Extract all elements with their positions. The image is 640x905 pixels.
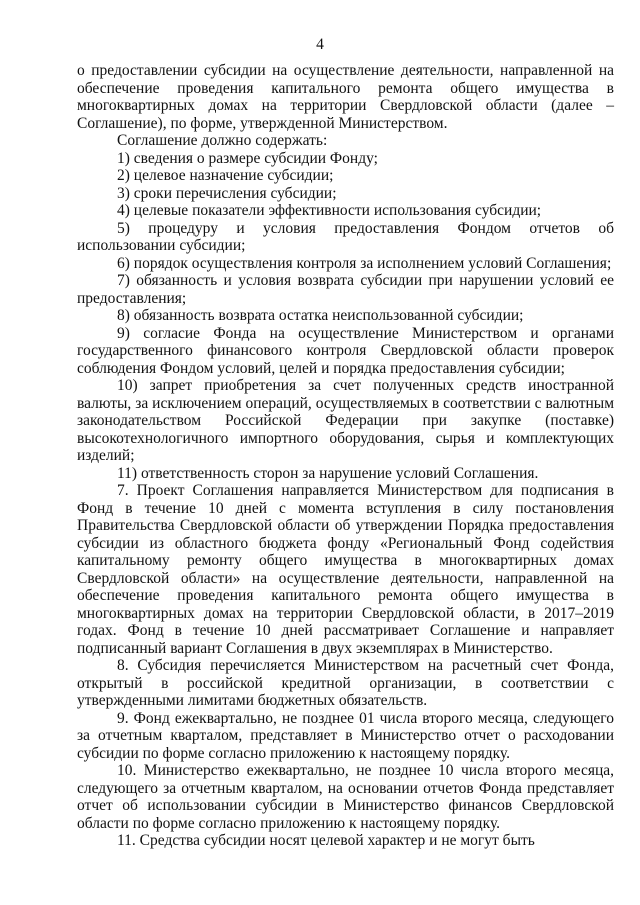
- list-item: 11) ответственность сторон за нарушение условий Соглашения.: [117, 464, 539, 482]
- list-item: 10) запрет приобретения за счет полученных средств иностранной валюты, за исключением операций, осуществляемых в соответствии с валютным законодательством Российской Федерации при закупке (поставке) высокотехнологичного импортного оборудования, сырья и комплектующих изделий;: [77, 377, 614, 464]
- list-item: 3) сроки перечисления субсидии;: [117, 184, 337, 202]
- page-number: 4: [316, 36, 324, 53]
- list-item: 7) обязанность и условия возврата субсидии при нарушении условий ее предоставления;: [77, 272, 614, 307]
- document-body: [77, 62, 614, 850]
- clause-paragraph: 8. Субсидия перечисляется Министерством на расчетный счет Фонда, открытый в российской кредитной организации, в соответствии с утвержденными лимитами бюджетных обязательств.: [77, 657, 614, 709]
- paragraph: о предоставлении субсидии на осуществление деятельности, направленной на обеспечение проведения капитального ремонта общего имущества в многоквартирных домах на территории Свердловской области (далее – Соглашение), по форме, утвержденной Министерством.: [77, 62, 614, 132]
- clause-paragraph: 10. Министерство ежеквартально, не позднее 10 числа второго месяца, следующего за отчетным кварталом, на основании отчетов Фонда представляет отчет об использовании субсидии в Министерство финансов Свердловской области по форме согласно приложению к настоящему порядку.: [77, 762, 614, 832]
- paragraph: Соглашение должно содержать:: [117, 132, 328, 149]
- list-item: 5) процедуру и условия предоставления Фондом отчетов об использовании субсидии;: [77, 219, 614, 254]
- list-item: 1) сведения о размере субсидии Фонду;: [117, 149, 378, 167]
- clause-paragraph: 9. Фонд ежеквартально, не позднее 01 числа второго месяца, следующего за отчетным кварталом, представляет в Министерство отчет о расходовании субсидии по форме согласно приложению к настоящему порядку.: [77, 709, 614, 762]
- list-item: 6) порядок осуществления контроля за исполнением условий Соглашения;: [117, 254, 612, 272]
- clause-paragraph: 7. Проект Соглашения направляется Министерством для подписания в Фонд в течение 10 дней с момента вступления в силу постановления Правительства Свердловской области об утверждении Порядка предоставления субсидии из областного бюджета фонду «Региональный Фонд содействия капитальному ремонту общего имущества в многоквартирных домах Свердловской области» на осуществление деятельности, направленной на обеспечение проведения капитального ремонта общего имущества в многоквартирных домах на территории Свердловской области, в 2017–2019 годах. Фонд в течение 10 дней рассматривает Соглашение и направляет подписанный вариант Соглашения в двух экземплярах в Министерство.: [77, 482, 614, 657]
- clause-paragraph: 11. Средства субсидии носят целевой характер и не могут быть: [117, 832, 535, 849]
- list-item: 8) обязанность возврата остатка неиспользованной субсидии;: [117, 307, 524, 324]
- list-item: 9) согласие Фонда на осуществление Министерством и органами государственного финансового контроля Свердловской области проверок соблюдения Фондом условий, целей и порядка предоставления субсидии;: [77, 324, 614, 377]
- list-item: 2) целевое назначение субсидии;: [117, 167, 334, 184]
- list-item: 4) целевые показатели эффективности использования субсидии;: [117, 202, 542, 219]
